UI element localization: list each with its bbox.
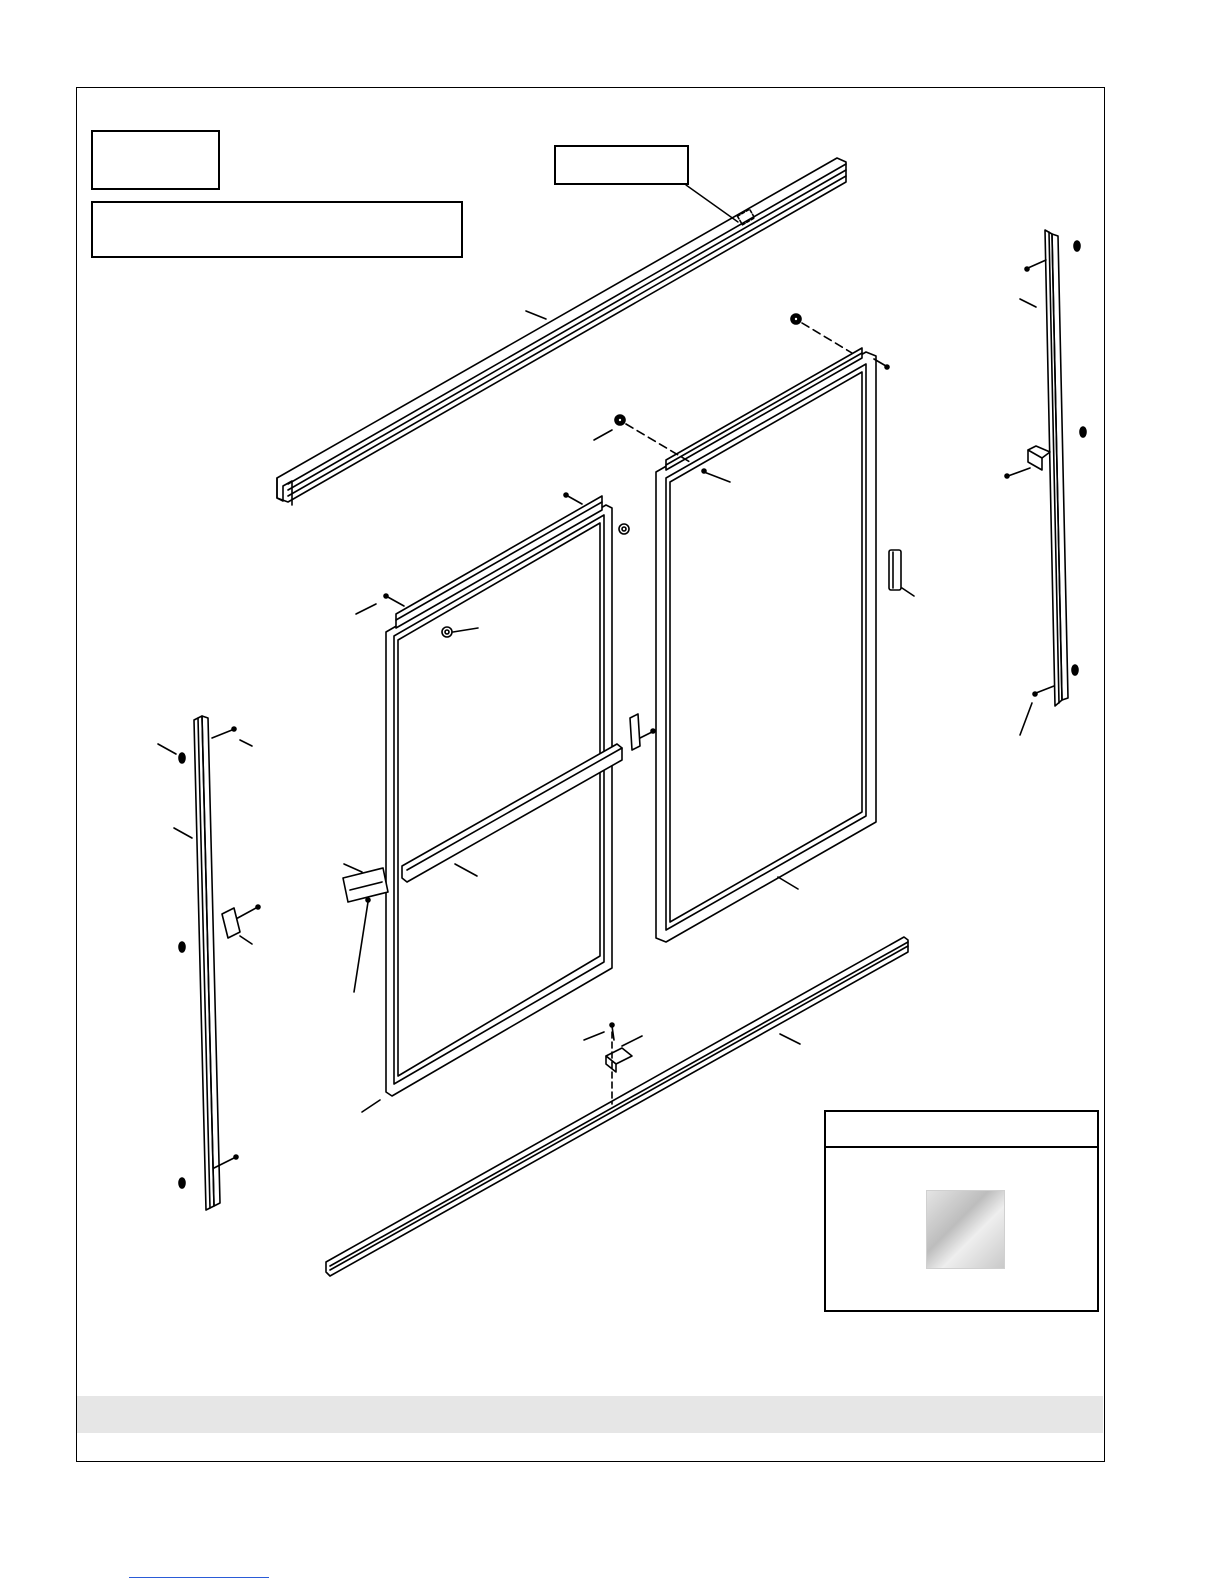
- leader-top-track: [526, 311, 546, 319]
- leader-guide-screw: [584, 1032, 604, 1040]
- leader-handle: [902, 588, 914, 596]
- leader-left-screw: [240, 740, 252, 746]
- leader-left-jamb: [174, 828, 192, 838]
- left-wall-jamb: [158, 716, 260, 1210]
- front-door-panel: [343, 493, 655, 1112]
- leader-towel-bar: [455, 864, 477, 876]
- leader-left-anchor: [158, 744, 176, 754]
- leader-right-screw: [1020, 703, 1032, 735]
- leader-latch: [344, 864, 362, 872]
- glass-legend-box: [824, 1110, 1099, 1312]
- glass-legend-header: [826, 1112, 1097, 1148]
- leader-roller-screw: [704, 472, 730, 482]
- rear-door-panel: [594, 314, 914, 942]
- footer-band: [77, 1396, 1103, 1433]
- leader-front-screw: [356, 604, 376, 614]
- leader-latch-screw: [354, 902, 368, 992]
- leader-bumper: [453, 628, 478, 632]
- bottom-track: [326, 937, 908, 1276]
- leader-rear-door: [778, 877, 798, 889]
- callout-leader-line: [686, 185, 738, 222]
- right-wall-jamb: [1005, 230, 1086, 735]
- frosted-glass-swatch-icon: [926, 1190, 1005, 1269]
- bottom-link-underline[interactable]: [129, 1577, 269, 1578]
- leader-guide: [622, 1036, 642, 1046]
- top-track: [277, 158, 846, 505]
- leader-right-jamb: [1020, 299, 1036, 307]
- leader-bottom-track: [780, 1034, 800, 1044]
- leader-roller: [594, 430, 612, 440]
- leader-front-door: [362, 1100, 380, 1112]
